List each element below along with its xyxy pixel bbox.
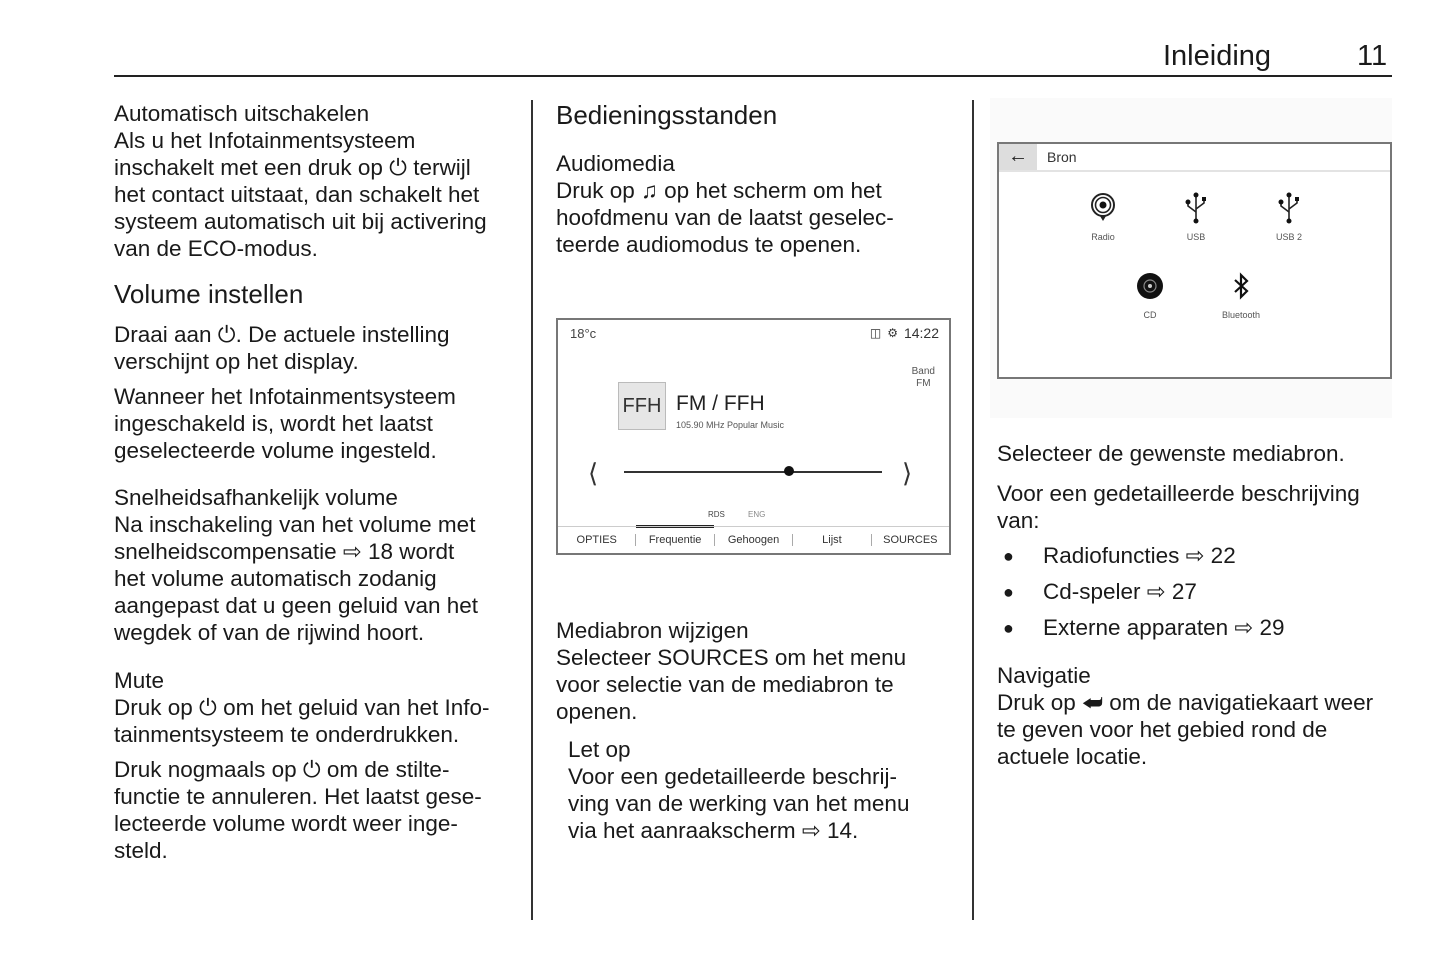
mute-text-2 (114, 756, 514, 864)
speed-volume-text (114, 511, 514, 646)
source-label: USB (1186, 232, 1206, 242)
media-source-section (556, 617, 956, 844)
text-line: Selecteer SOURCES om het menu (556, 645, 907, 670)
text-line: actuele locatie. (997, 744, 1148, 769)
text-line: hoofdmenu van de laatst geselec- (556, 205, 894, 230)
text-line: het volume automatisch zodanig (114, 566, 437, 591)
detail-text (997, 480, 1397, 534)
tab-frequency[interactable]: Frequentie (636, 534, 714, 546)
list-item[interactable]: ● Cd-speler ⇨ 27 (997, 574, 1397, 610)
note-text (568, 763, 956, 844)
column-1 (114, 100, 514, 864)
text-line: Als u het Infotainmentsysteem (114, 128, 416, 153)
select-source-text: Selecteer de gewenste mediabron. (997, 441, 1345, 466)
band-value: FM (916, 378, 931, 389)
usb-icon (1156, 190, 1236, 226)
tab-bar (558, 526, 949, 553)
source-title: Bron (1047, 149, 1077, 165)
text-line: het contact uitstaat, dan schakelt het (114, 182, 480, 207)
bluetooth-icon (1201, 268, 1281, 304)
text-line: Voor een gedetailleerde beschrijving (997, 481, 1360, 506)
source-usb-2[interactable] (1249, 190, 1329, 242)
text-line: functie te annuleren. Het laatst gese- (114, 784, 482, 809)
list-item[interactable]: ● Externe apparaten ⇨ 29 (997, 610, 1397, 646)
text-line: voor selectie van de mediabron te (556, 672, 894, 697)
media-source-heading: Mediabron wijzigen (556, 618, 749, 643)
cross-reference-list (997, 538, 1397, 646)
auto-off-text (114, 127, 514, 262)
settings-icon: ⚙ (887, 326, 898, 340)
media-source-text (556, 644, 956, 725)
cross-reference-link[interactable]: via het aanraakscherm ⇨ 14. (568, 818, 859, 843)
source-top-bar (999, 144, 1390, 172)
text-line: verschijnt op het display. (114, 349, 359, 374)
text-line: van: (997, 508, 1040, 533)
tab-list[interactable]: Lijst (793, 534, 871, 546)
text-line: Druk op ⏻ om het geluid van het Info- (114, 695, 490, 720)
text-line: systeem automatisch uit bij activering (114, 209, 487, 234)
eng-indicator: ENG (748, 510, 766, 519)
cross-reference-link[interactable]: snelheidscompensatie ⇨ 18 wordt (114, 539, 455, 564)
source-cd[interactable] (1110, 268, 1190, 320)
source-label: Bluetooth (1221, 310, 1261, 320)
cd-icon (1110, 268, 1190, 304)
source-label: USB 2 (1275, 232, 1302, 242)
tab-sources[interactable]: SOURCES (883, 534, 938, 546)
usb-icon (1249, 190, 1329, 226)
column-2 (556, 100, 956, 258)
column-divider (531, 100, 533, 920)
source-radio[interactable] (1063, 190, 1143, 242)
header-rule (114, 75, 1392, 77)
status-bar (870, 325, 939, 341)
text-line: van de ECO-modus. (114, 236, 318, 261)
speed-volume-heading: Snelheidsafhankelijk volume (114, 485, 398, 510)
text-line: teerde audiomodus te openen. (556, 232, 862, 257)
source-label: Radio (1091, 232, 1115, 242)
text-line: aangepast dat u geen geluid van het (114, 593, 479, 618)
chevron-left-icon[interactable]: ⟨ (588, 458, 599, 488)
tab-options[interactable]: OPTIES (558, 534, 636, 546)
source-bluetooth[interactable] (1201, 268, 1281, 320)
volume-heading: Volume instellen (114, 279, 304, 309)
frequency-slider[interactable] (624, 471, 882, 473)
audiomedia-text (556, 177, 956, 258)
text-line: inschakelt met een druk op ⏻ terwijl (114, 155, 471, 180)
text-line: Druk nogmaals op ⏻ om de stilte- (114, 757, 450, 782)
note-heading: Let op (568, 737, 631, 762)
source-screen-illustration (997, 142, 1392, 379)
temperature-readout: 18°c (570, 326, 597, 341)
text-line: te geven voor het gebied rond de (997, 717, 1328, 742)
volume-text-1 (114, 321, 514, 375)
mute-heading: Mute (114, 668, 165, 693)
audiomedia-heading: Audiomedia (556, 151, 675, 176)
message-icon: ◫ (869, 326, 882, 340)
station-info: 105.90 MHz Popular Music (676, 420, 785, 430)
navigation-text (997, 689, 1397, 770)
text-line: geselecteerde volume ingesteld. (114, 438, 437, 463)
source-usb[interactable] (1156, 190, 1236, 242)
chevron-right-icon[interactable]: ⟩ (902, 458, 913, 488)
text-line: lecteerde volume wordt weer inge- (114, 811, 458, 836)
mute-text-1 (114, 694, 514, 748)
volume-text-2 (114, 383, 514, 464)
text-line: wegdek of van de rijwind hoort. (114, 620, 425, 645)
text-line: Wanneer het Infotainmentsysteem (114, 384, 456, 409)
page-number: 11 (1357, 40, 1388, 72)
navigation-heading: Navigatie (997, 663, 1091, 688)
text-line: steld. (114, 838, 168, 863)
back-arrow-icon[interactable]: ← (999, 144, 1037, 170)
text-line: openen. (556, 699, 638, 724)
station-logo: FFH (618, 382, 666, 430)
note-box (556, 736, 956, 844)
radio-screen-illustration (556, 318, 951, 555)
text-line: Draai aan ⏻. De actuele instelling (114, 322, 450, 347)
column-divider (972, 100, 974, 920)
source-label: CD (1143, 310, 1157, 320)
column-3-text (997, 440, 1397, 770)
station-name: FM / FFH (676, 392, 765, 415)
band-label: Band (911, 366, 935, 377)
auto-off-heading: Automatisch uitschakelen (114, 101, 370, 126)
text-line: Druk op ⮨ om de navigatiekaart weer (997, 690, 1374, 715)
band-button[interactable] (912, 366, 935, 390)
list-item[interactable]: ● Radiofuncties ⇨ 22 (997, 538, 1397, 574)
tab-stored[interactable]: Gehoogen (715, 534, 793, 546)
section-title: Inleiding (1163, 40, 1272, 72)
clock: 14:22 (903, 325, 939, 341)
text-line: tainmentsysteem te onderdrukken. (114, 722, 460, 747)
slider-handle[interactable] (784, 466, 794, 476)
radio-icon (1063, 190, 1143, 226)
text-line: Na inschakeling van het volume met (114, 512, 476, 537)
text-line: ving van de werking van het menu (568, 791, 910, 816)
rds-indicator: RDS (708, 510, 725, 519)
text-line: Voor een gedetailleerde beschrij- (568, 764, 897, 789)
text-line: Druk op ♫ op het scherm om het (556, 178, 882, 203)
text-line: ingeschakeld is, wordt het laatst (114, 411, 433, 436)
operating-modes-heading: Bedieningsstanden (556, 100, 778, 130)
